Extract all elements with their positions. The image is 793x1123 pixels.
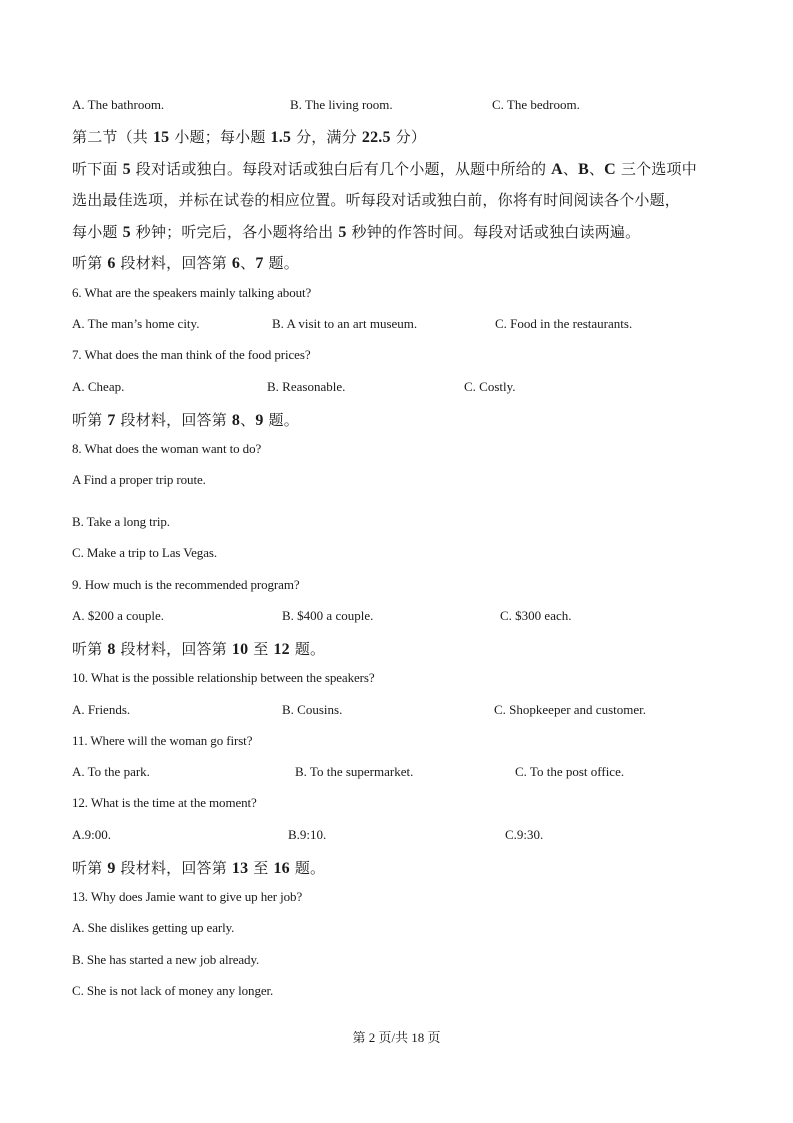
q6-option-a: A. The man’s home city. (72, 316, 200, 331)
q5-option-a: A. The bathroom. (72, 97, 165, 112)
q8-option-c: C. Make a trip to Las Vegas. (72, 545, 217, 560)
q7-option-c: C. Costly. (464, 379, 516, 394)
material-8-heading: 听第 8 段材料，回答第 10 至 12 题。 (72, 640, 326, 658)
q11-option-a: A. To the park. (72, 764, 150, 779)
q7-option-a: A. Cheap. (72, 379, 125, 394)
q8-option-a: A Find a proper trip route. (72, 472, 206, 487)
q12-option-b: B.9:10. (288, 827, 327, 842)
q12-option-a: A.9:00. (72, 827, 111, 842)
question-11: 11. Where will the woman go first? (72, 733, 253, 748)
q10-option-b: B. Cousins. (282, 702, 343, 717)
material-6-heading: 听第 6 段材料，回答第 6、7 题。 (72, 254, 299, 272)
q13-option-c: C. She is not lack of money any longer. (72, 983, 274, 998)
q9-option-c: C. $300 each. (500, 608, 572, 623)
question-13: 13. Why does Jamie want to give up her job? (72, 889, 303, 904)
q7-option-b: B. Reasonable. (267, 379, 346, 394)
section2-instruction-line1: 听下面 5 段对话或独白。每段对话或独白后有几个小题，从题中所给的 A、B、C 三个选项中 (72, 160, 697, 178)
material-7-heading: 听第 7 段材料，回答第 8、9 题。 (72, 411, 299, 429)
section2-instruction-line3: 每小题 5 秒钟；听完后，各小题将给出 5 秒钟的作答时间。每段对话或独白读两遍。 (72, 223, 641, 241)
question-8: 8. What does the woman want to do? (72, 441, 262, 456)
q11-option-c: C. To the post office. (515, 764, 625, 779)
q6-option-c: C. Food in the restaurants. (495, 316, 633, 331)
q5-option-b: B. The living room. (290, 97, 393, 112)
question-10: 10. What is the possible relationship between the speakers? (72, 670, 375, 685)
q6-option-b: B. A visit to an art museum. (272, 316, 418, 331)
question-6: 6. What are the speakers mainly talking about? (72, 285, 312, 300)
q5-option-c: C. The bedroom. (492, 97, 580, 112)
q10-option-c: C. Shopkeeper and customer. (494, 702, 646, 717)
question-9: 9. How much is the recommended program? (72, 577, 300, 592)
q9-option-b: B. $400 a couple. (282, 608, 374, 623)
q11-option-b: B. To the supermarket. (295, 764, 414, 779)
material-9-heading: 听第 9 段材料，回答第 13 至 16 题。 (72, 859, 326, 877)
q13-option-a: A. She dislikes getting up early. (72, 920, 235, 935)
question-12: 12. What is the time at the moment? (72, 795, 257, 810)
q8-option-b: B. Take a long trip. (72, 514, 170, 529)
q12-option-c: C.9:30. (505, 827, 544, 842)
question-7: 7. What does the man think of the food prices? (72, 347, 311, 362)
q9-option-a: A. $200 a couple. (72, 608, 165, 623)
page-footer: 第 2 页/共 18 页 (352, 1030, 441, 1045)
section2-title: 第二节（共 15 小题；每小题 1.5 分，满分 22.5 分） (72, 128, 427, 146)
section2-instruction-line2: 选出最佳选项，并标在试卷的相应位置。听每段对话或独白前，你将有时间阅读各个小题， (72, 191, 681, 209)
q10-option-a: A. Friends. (72, 702, 131, 717)
q13-option-b: B. She has started a new job already. (72, 952, 260, 967)
